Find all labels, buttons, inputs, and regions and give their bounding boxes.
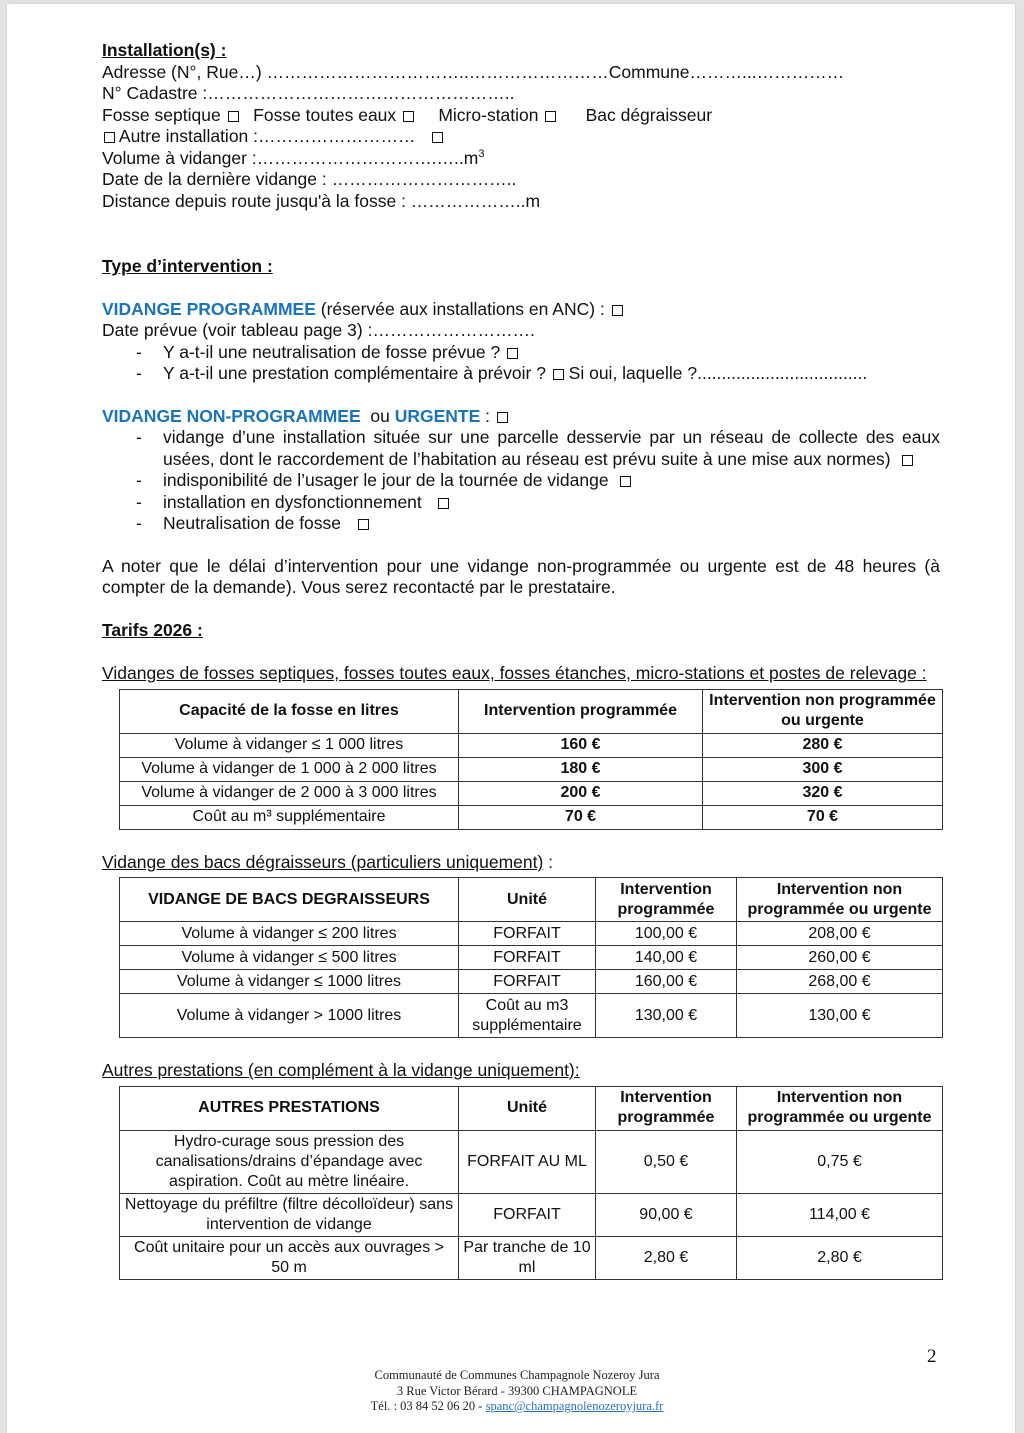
cell-price-programmed: 140,00 € [596, 946, 737, 970]
cell-prestation: Coût unitaire pour un accès aux ouvrages > 50 m [120, 1236, 459, 1279]
list-item [102, 513, 940, 535]
cell-unit: FORFAIT [459, 922, 596, 946]
unprogrammed-options-list [102, 427, 940, 535]
other-installation-field[interactable]: Autre installation :……………………… [118, 126, 416, 146]
delay-note: A noter que le délai d’intervention pour une vidange non-programmée ou urgente est de 48 heures (à compter de la demande). Vous serez recontacté par le prestataire. [102, 555, 940, 597]
cell-price-urgent: 0,75 € [737, 1130, 943, 1193]
cell-price-programmed: 70 € [459, 805, 703, 829]
dysfonctionnement-option: installation en dysfonctionnement [163, 491, 422, 512]
cell-prestation: Hydro-curage sous pression des canalisations/drains d’épandage avec aspiration. Coût au mètre linéaire. [120, 1130, 459, 1193]
cell-price-programmed: 180 € [459, 757, 703, 781]
cell-volume: Volume à vidanger > 1000 litres [120, 994, 459, 1038]
cell-unit: FORFAIT [459, 970, 596, 994]
header-unit: Unité [459, 1086, 596, 1130]
table-row [120, 1193, 943, 1236]
cell-price-urgent: 260,00 € [737, 946, 943, 970]
cell-price-urgent: 2,80 € [737, 1236, 943, 1279]
table3-caption: Autres prestations (en complément à la vidange uniquement): [102, 1060, 580, 1080]
cell-unit: FORFAIT [459, 946, 596, 970]
volume-field[interactable]: Volume à vidanger :………………………….…..m [102, 147, 479, 168]
list-item [102, 470, 940, 492]
cadastre-field[interactable]: N° Cadastre :…………………………………………….. [102, 83, 515, 103]
header-unprogrammed: Intervention non programmée ou urgente [703, 689, 943, 733]
cell-price-programmed: 160 € [459, 733, 703, 757]
table-row [120, 922, 943, 946]
volume-unit-superscript: 3 [478, 147, 485, 160]
cell-capacity: Volume à vidanger de 1 000 à 2 000 litres [120, 757, 459, 781]
cell-price-programmed: 160,00 € [596, 970, 737, 994]
type-bac-degraisseur-label: Bac dégraisseur [585, 104, 713, 125]
table-header-row [120, 689, 943, 733]
cell-price-urgent: 114,00 € [737, 1193, 943, 1236]
unprogrammed-suffix: : [480, 405, 490, 426]
cell-unit: Coût au m3 supplémentaire [459, 994, 596, 1038]
unprogrammed-connector: ou [365, 405, 395, 426]
table-row [120, 733, 943, 757]
table-row [120, 781, 943, 805]
micro-station-checkbox[interactable] [545, 111, 556, 122]
list-item [102, 427, 940, 470]
reseau-collecte-option: vidange d’une installation située sur une parcelle desservie par un réseau de collecte des eaux usées, dont le raccordement de l’habitation au réseau est prévu suite à une mise aux normes) [163, 427, 940, 469]
cell-unit: Par tranche de 10 ml [459, 1236, 596, 1279]
footer-organization: Communauté de Communes Champagnole Nozeroy Jura [374, 1368, 660, 1382]
table-header-row [120, 1086, 943, 1130]
cell-prestation: Nettoyage du préfiltre (filtre décolloïdeur) sans intervention de vidange [120, 1193, 459, 1236]
cell-volume: Volume à vidanger ≤ 1000 litres [120, 970, 459, 994]
unprogrammed-title: VIDANGE NON-PROGRAMMEE [102, 405, 361, 426]
address-field[interactable]: Adresse (N°, Rue…) ……………………………..…………………… [102, 61, 609, 82]
header-prestations: AUTRES PRESTATIONS [120, 1086, 459, 1130]
neutralisation-question: Y a-t-il une neutralisation de fosse prévue ? [163, 341, 501, 362]
cell-capacity: Volume à vidanger de 2 000 à 3 000 litres [120, 781, 459, 805]
cell-price-programmed: 90,00 € [596, 1193, 737, 1236]
list-item [102, 363, 940, 385]
page-content [102, 40, 940, 1280]
cell-volume: Volume à vidanger ≤ 500 litres [120, 946, 459, 970]
tarifs-heading: Tarifs 2026 : [102, 619, 203, 640]
last-vidange-date-field[interactable]: Date de la dernière vidange : ………………………….. [102, 169, 517, 189]
document-page [7, 4, 1015, 1433]
neutralisation-checkbox[interactable] [507, 348, 518, 359]
cell-price-programmed: 100,00 € [596, 922, 737, 946]
indisponibilite-option: indisponibilité de l’usager le jour de la tournée de vidange [163, 470, 609, 490]
cell-price-programmed: 0,50 € [596, 1130, 737, 1193]
complementary-question: Y a-t-il une prestation complémentaire à prévoir ? [163, 363, 546, 383]
header-capacity: Capacité de la fosse en litres [120, 689, 459, 733]
distance-field[interactable]: Distance depuis route jusqu'à la fosse : ………………..m [102, 190, 541, 211]
header-unprogrammed: Intervention non programmée ou urgente [737, 1086, 943, 1130]
address-line [102, 62, 940, 84]
dysfonctionnement-checkbox[interactable] [438, 498, 449, 509]
header-programmed: Intervention programmée [596, 878, 737, 922]
cell-price-programmed: 200 € [459, 781, 703, 805]
table-header-row [120, 878, 943, 922]
programmed-suffix: (réservée aux installations en ANC) : [315, 298, 605, 319]
bac-degraisseur-checkbox[interactable] [104, 132, 115, 143]
header-bacs: VIDANGE DE BACS DEGRAISSEURS [120, 878, 459, 922]
cell-capacity: Coût au m³ supplémentaire [120, 805, 459, 829]
type-micro-station-label: Micro-station [438, 104, 539, 125]
other-installation-line [102, 126, 940, 148]
footer-contact [307, 1399, 727, 1415]
neutralisation-option: Neutralisation de fosse [163, 513, 342, 533]
cell-capacity: Volume à vidanger ≤ 1 000 litres [120, 733, 459, 757]
table2-caption-line [102, 852, 940, 874]
planned-date-field[interactable]: Date prévue (voir tableau page 3) :………………………. [102, 320, 535, 340]
installation-types [102, 105, 940, 127]
footer-phone: Tél. : 03 84 52 06 20 - [370, 1399, 486, 1413]
page-number: 2 [927, 1346, 937, 1367]
page-footer [307, 1368, 727, 1415]
cell-unit: FORFAIT AU ML [459, 1130, 596, 1193]
cell-price-urgent: 130,00 € [737, 994, 943, 1038]
unprogrammed-line [102, 406, 940, 428]
neutralisation-fosse-checkbox[interactable] [358, 519, 369, 530]
header-unit: Unité [459, 878, 596, 922]
cell-price-programmed: 130,00 € [596, 994, 737, 1038]
list-item [102, 492, 940, 514]
intervention-heading: Type d’intervention : [102, 256, 273, 276]
footer-email-link[interactable]: spanc@champagnolenozeroyjura.fr [485, 1399, 664, 1413]
installation-heading: Installation(s) : [102, 40, 227, 60]
programmed-options-list [102, 342, 940, 385]
fosse-septique-checkbox[interactable] [228, 111, 239, 122]
complementary-which-field[interactable]: Si oui, laquelle ?................................... [563, 363, 868, 383]
cell-price-urgent: 320 € [703, 781, 943, 805]
programmed-line [102, 299, 940, 321]
complementary-checkbox[interactable] [553, 369, 564, 380]
bacs-degraisseurs-tarif-table [119, 877, 943, 1038]
fosse-toutes-eaux-checkbox[interactable] [403, 111, 414, 122]
other-installation-checkbox[interactable] [432, 132, 443, 143]
header-programmed: Intervention programmée [459, 689, 703, 733]
table-row [120, 805, 943, 829]
unprogrammed-checkbox[interactable] [497, 412, 508, 423]
table2-caption-suffix: : [543, 851, 554, 872]
table-row [120, 757, 943, 781]
table1-caption: Vidanges de fosses septiques, fosses toutes eaux, fosses étanches, micro-stations et postes de relevage : [102, 663, 927, 683]
commune-field[interactable]: Commune………...…………… [608, 61, 845, 82]
cell-price-urgent: 208,00 € [737, 922, 943, 946]
table-row [120, 946, 943, 970]
reseau-collecte-checkbox[interactable] [902, 455, 913, 466]
table-row [120, 994, 943, 1038]
volume-line [102, 148, 940, 170]
type-fosse-toutes-eaux-label: Fosse toutes eaux [253, 104, 397, 125]
header-unprogrammed: Intervention non programmée ou urgente [737, 878, 943, 922]
cell-volume: Volume à vidanger ≤ 200 litres [120, 922, 459, 946]
table-row [120, 970, 943, 994]
cell-price-urgent: 280 € [703, 733, 943, 757]
list-item [102, 342, 940, 364]
header-programmed: Intervention programmée [596, 1086, 737, 1130]
cell-price-urgent: 70 € [703, 805, 943, 829]
fosses-tarif-table [119, 689, 943, 830]
footer-address: 3 Rue Victor Bérard - 39300 CHAMPAGNOLE [396, 1383, 638, 1398]
type-fosse-septique-label: Fosse septique [102, 104, 221, 125]
table-row [120, 1236, 943, 1279]
programmed-checkbox[interactable] [612, 305, 623, 316]
cell-price-urgent: 268,00 € [737, 970, 943, 994]
cell-price-programmed: 2,80 € [596, 1236, 737, 1279]
table-row [120, 1130, 943, 1193]
indisponibilite-checkbox[interactable] [620, 476, 631, 487]
autres-prestations-tarif-table [119, 1086, 943, 1280]
cell-price-urgent: 300 € [703, 757, 943, 781]
programmed-title: VIDANGE PROGRAMMEE [102, 298, 316, 319]
table2-caption: Vidange des bacs dégraisseurs (particuliers uniquement) [102, 851, 544, 872]
cell-unit: FORFAIT [459, 1193, 596, 1236]
urgent-title: URGENTE [394, 405, 481, 426]
